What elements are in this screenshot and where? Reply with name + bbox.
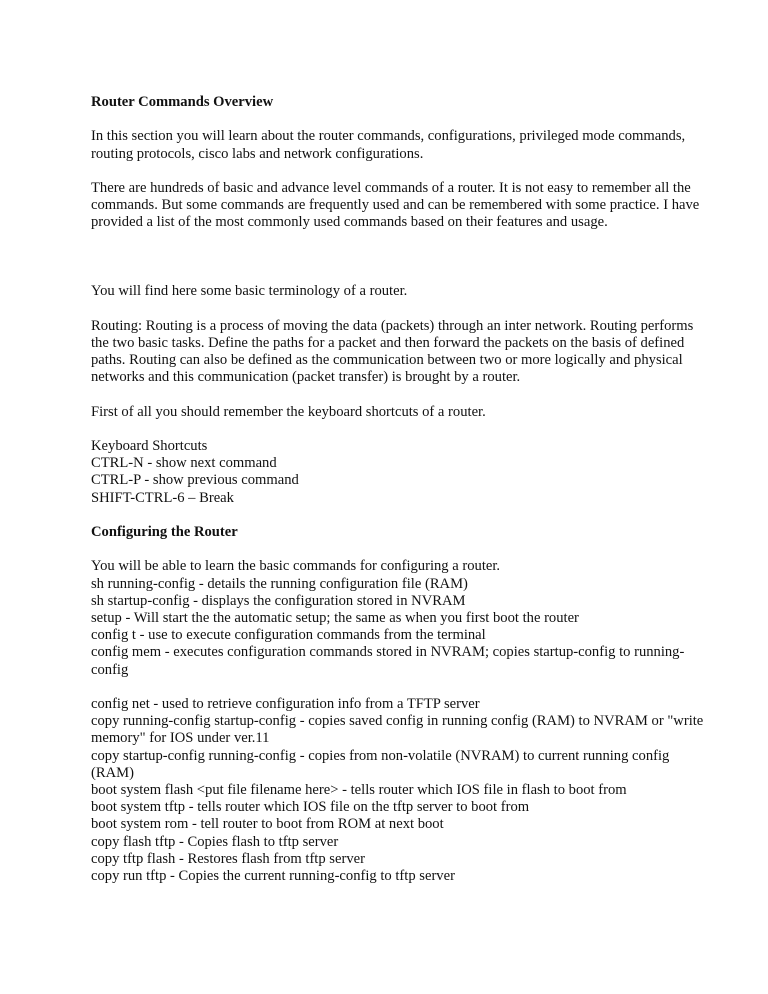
shortcuts-heading: Keyboard Shortcuts xyxy=(91,437,208,454)
list-item: (RAM) xyxy=(91,764,134,781)
text-line: There are hundreds of basic and advance level commands of a router. It is not easy to remember all the xyxy=(91,179,691,196)
list-item: copy run tftp - Copies the current running-config to tftp server xyxy=(91,867,455,884)
document-page xyxy=(91,94,731,885)
copy-boot-commands-list xyxy=(91,696,731,885)
text-line: Routing: Routing is a process of moving the data (packets) through an inter network. Routing performs xyxy=(91,317,694,334)
text-line: networks and this communication (packet transfer) is brought by a router. xyxy=(91,369,521,386)
list-item: config t - use to execute configuration commands from the terminal xyxy=(91,627,486,644)
list-item: sh startup-config - displays the configuration stored in NVRAM xyxy=(91,592,466,609)
shortcut-item: CTRL-N - show next command xyxy=(91,455,277,472)
text-line: commands. But some commands are frequently used and can be remembered with some practice. I have xyxy=(91,197,700,214)
text-line: In this section you will learn about the router commands, configurations, privileged mode commands, xyxy=(91,128,686,145)
list-item: config net - used to retrieve configuration info from a TFTP server xyxy=(91,695,480,712)
routing-paragraph xyxy=(91,318,731,387)
list-item: copy flash tftp - Copies flash to tftp server xyxy=(91,833,339,850)
terminology-paragraph: You will find here some basic terminology of a router. xyxy=(91,283,408,300)
list-item: boot system tftp - tells router which IOS file on the tftp server to boot from xyxy=(91,799,530,816)
list-item: sh running-config - details the running configuration file (RAM) xyxy=(91,575,468,592)
list-item: boot system rom - tell router to boot from ROM at next boot xyxy=(91,816,444,833)
list-item: boot system flash <put file filename here> - tells router which IOS file in flash to boot from xyxy=(91,781,627,798)
keyboard-shortcuts-list xyxy=(91,438,731,507)
commands-paragraph xyxy=(91,180,731,232)
list-item: You will be able to learn the basic commands for configuring a router. xyxy=(91,558,501,575)
text-line: the two basic tasks. Define the paths for a packet and then forward the packets on the basis of defined xyxy=(91,334,685,351)
list-item: memory" for IOS under ver.11 xyxy=(91,730,270,747)
config-commands-list xyxy=(91,558,731,678)
list-item: setup - Will start the the automatic setup; the same as when you first boot the router xyxy=(91,609,579,626)
text-line: paths. Routing can also be defined as the communication between two or more logically and physical xyxy=(91,351,683,368)
document-title: Router Commands Overview xyxy=(91,94,274,110)
list-item: config xyxy=(91,661,129,678)
list-item: config mem - executes configuration commands stored in NVRAM; copies startup-config to running- xyxy=(91,644,685,661)
shortcuts-intro: First of all you should remember the keyboard shortcuts of a router. xyxy=(91,403,486,420)
shortcut-item: CTRL-P - show previous command xyxy=(91,472,299,489)
text-line: routing protocols, cisco labs and network configurations. xyxy=(91,145,424,162)
section-heading: Configuring the Router xyxy=(91,523,238,540)
list-item: copy tftp flash - Restores flash from tftp server xyxy=(91,850,365,867)
shortcut-item: SHIFT-CTRL-6 – Break xyxy=(91,489,234,506)
intro-paragraph xyxy=(91,128,731,162)
text-line: provided a list of the most commonly used commands based on their features and usage. xyxy=(91,214,608,231)
list-item: copy running-config startup-config - copies saved config in running config (RAM) to NVRAM or "write xyxy=(91,713,704,730)
list-item: copy startup-config running-config - copies from non-volatile (NVRAM) to current running config xyxy=(91,747,670,764)
